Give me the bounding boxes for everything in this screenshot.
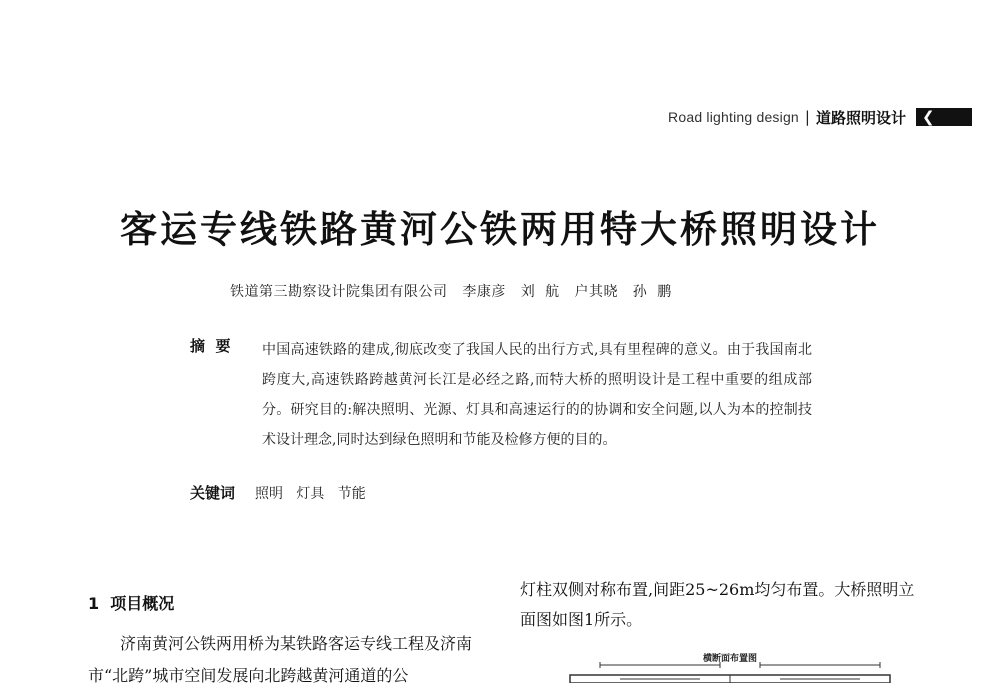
figure-1 bbox=[560, 645, 900, 683]
running-header bbox=[668, 106, 972, 128]
keywords-list: 照明 灯具 节能 bbox=[255, 485, 366, 502]
header-english: Road lighting design bbox=[668, 109, 799, 125]
header-tab bbox=[916, 108, 972, 126]
keywords-label: 关键词 bbox=[190, 484, 236, 502]
body-paragraph-right: 灯柱双侧对称布置,间距25~26m均匀布置。大桥照明立面图如图1所示。 bbox=[520, 580, 915, 629]
figure-drawing bbox=[560, 645, 900, 683]
chevron-left-icon: ❮ bbox=[922, 108, 935, 126]
author-line: 铁道第三勘察设计院集团有限公司 李康彦 刘 航 户其晓 孙 鹏 bbox=[230, 284, 672, 300]
keywords bbox=[190, 482, 366, 503]
figure-title: 横断面布置图 bbox=[702, 654, 757, 664]
abstract-text: 中国高速铁路的建成,彻底改变了我国人民的出行方式,具有里程碑的意义。由于我国南北跨度大,高速铁路跨越黄河长江是必经之路,而特大桥的照明设计是工程中重要的组成部分。研究目的:解决照明、光源、灯具和高速运行的的协调和安全问题,以人为本的控制技术设计理念,同时达到绿色照明和节能及检修方便的目的。 bbox=[262, 342, 812, 448]
header-separator: | bbox=[804, 108, 810, 126]
paper-title: 客运专线铁路黄河公铁两用特大桥照明设计 bbox=[120, 208, 880, 251]
section-heading: 1 项目概况 bbox=[88, 594, 175, 613]
abstract-label: 摘 要 bbox=[190, 337, 231, 355]
header-chinese: 道路照明设计 bbox=[815, 108, 906, 127]
body-paragraph-left: 济南黄河公铁两用桥为某铁路客运专线工程及济南市“北跨”城市空间发展向北跨越黄河通道的公 bbox=[88, 634, 473, 685]
